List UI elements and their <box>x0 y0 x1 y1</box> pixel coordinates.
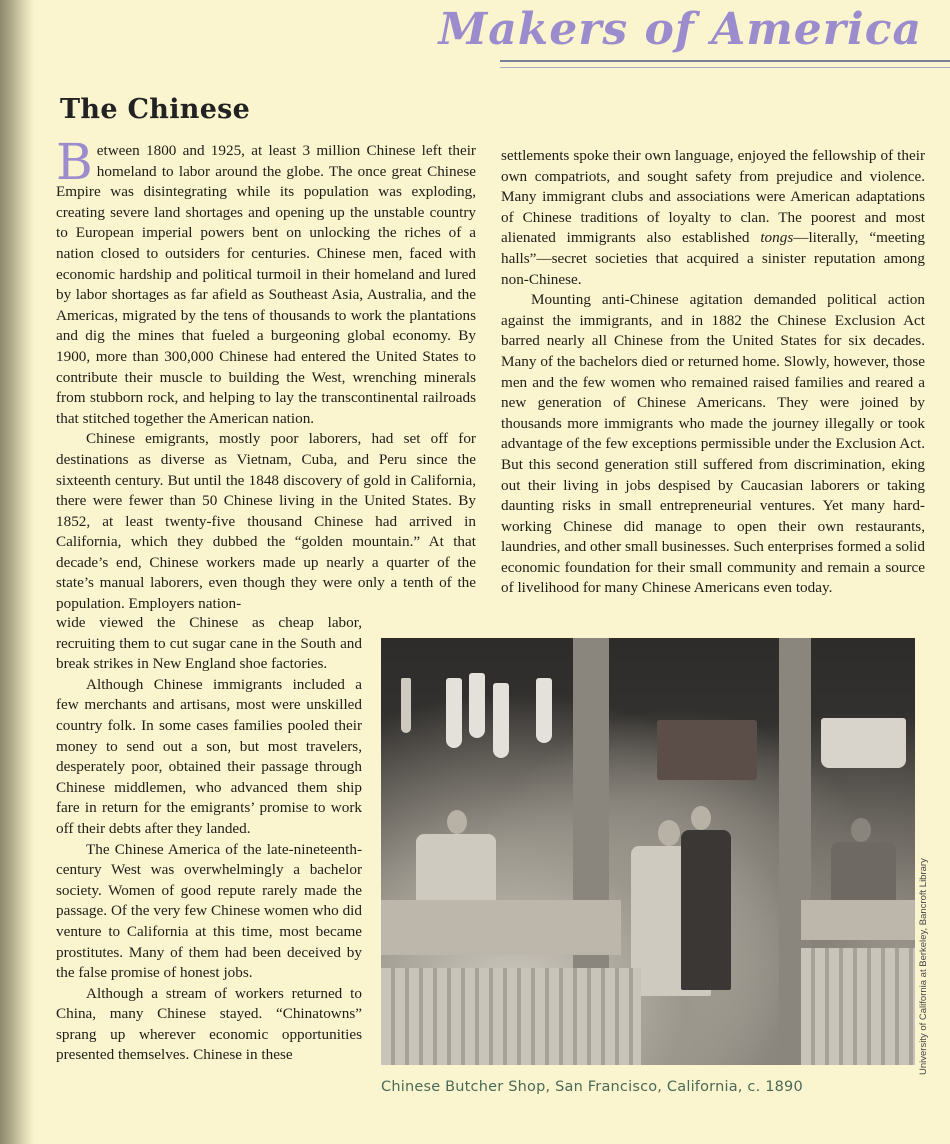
counter <box>381 900 621 955</box>
paragraph: settlements spoke their own language, enjoyed the fellowship of their own compatriots, and sought safety from prejudice and violence. Many immigrant clubs and associations were American adaptations of Chinese traditions of loyalty to clan. The poorest and most alienated immigrants also established tongs—literally, “meeting halls”—secret societies that acquired a sinister reputation among non-Chinese. <box>501 147 925 288</box>
series-title: Makers of America <box>438 4 922 55</box>
hanging-meat <box>446 678 462 748</box>
hanging-meat <box>469 673 485 738</box>
left-column-narrow <box>56 613 362 1066</box>
hanging-meat <box>493 683 509 758</box>
person-head <box>691 806 711 830</box>
person-head <box>658 820 680 846</box>
person-body <box>831 842 896 902</box>
person-body <box>681 830 731 990</box>
paragraph: Although a stream of workers returned to China, many Chinese stayed. “Chinatowns” sprang up wherever economic opportunities presented themselves. Chinese in these <box>56 984 362 1064</box>
photo-credit: University of California at Berkeley, Bancroft Library <box>918 858 929 1075</box>
produce-crates <box>801 948 915 1065</box>
person-head <box>851 818 871 842</box>
butcher-shop-photo <box>381 638 915 1065</box>
page-title: The Chinese <box>60 94 251 125</box>
hanging-meat <box>401 678 411 733</box>
person-body <box>416 834 496 904</box>
book-spine-shadow <box>0 0 34 1144</box>
counter <box>801 900 915 940</box>
hanging-meat <box>536 678 552 743</box>
figure-caption: Chinese Butcher Shop, San Francisco, California, c. 1890 <box>381 1079 803 1095</box>
right-column <box>501 146 925 599</box>
hanging-poultry <box>821 718 906 768</box>
paragraph: Chinese emigrants, mostly poor laborers, had set off for destinations as diverse as Vietnam, Cuba, and Peru since the sixteenth century. But until the 1848 discovery of gold in California, there were fewer than 50 Chinese living in the United States. By 1852, at least twenty-five thousand Chinese had arrived in California, which they dubbed the “golden mountain.” At that decade’s end, Chinese workers made up nearly a quarter of the state’s manual laborers, even though they were only a tenth of the population. Employers nation- <box>56 430 476 613</box>
paragraph: Mounting anti-Chinese agitation demanded political action against the immigrants, and in 1882 the Chinese Exclusion Act barred nearly all Chinese from the United States for six decades. Many of the bachelors died or returned home. Slowly, however, those men and the few women who remained raised families and reared a new generation of Chinese Americans. They were joined by thousands more immigrants who made the journey illegally or took advantage of the few exceptions permissible under the Exclusion Act. But this second generation still suffered from discrimination, eking out their living in jobs despised by Caucasian laborers or taking daunting risks in small entrepreneurial ventures. Yet many hard-working Chinese did manage to open their own restaurants, laundries, and other small businesses. Such enterprises formed a solid economic foundation for their small community and remain a source of livelihood for many Chinese Americans even today. <box>501 291 925 597</box>
header-rule <box>500 60 950 68</box>
produce-bins <box>381 968 641 1065</box>
paragraph: wide viewed the Chinese as cheap labor, recruiting them to cut sugar cane in the South and break strikes in New England shoe factories. <box>56 614 362 673</box>
italic-term: tongs <box>760 229 794 247</box>
left-column <box>56 133 476 615</box>
hanging-meat <box>657 720 757 780</box>
paragraph: Although Chinese immigrants included a few merchants and artisans, most were unskilled country folk. In some cases families pooled their money to send out a son, but most travelers, desperately poor, obtained their passage through Chinese middlemen, who advanced them ship fare in return for the emigrants’ promise to work off their debts after they landed. <box>56 675 362 837</box>
person-head <box>447 810 467 834</box>
paragraph: Between 1800 and 1925, at least 3 million Chinese left their homeland to labor around the globe. The once great Chinese Empire was disintegrating while its population was exploding, creating severe land shortages and opening up the unstable country to European imperial powers bent on unlocking the riches of a nation closed to outsiders for centuries. Chinese men, faced with economic hardship and political turmoil in their homeland and lured by labor shortages as far afield as Southeast Asia, Australia, and the Americas, migrated by the tens of thousands to work the plantations and dig the mines that fueled a burgeoning global economy. By 1900, more than 300,000 Chinese had entered the United States to contribute their muscle to building the West, wrenching minerals from stubborn rock, and helping to lay the transcontinental railroads that stitched together the American nation. <box>56 133 476 427</box>
drop-cap: B <box>56 133 93 191</box>
paragraph: The Chinese America of the late-nineteenth-century West was overwhelmingly a bachelor society. Women of good repute rarely made the passage. Of the very few Chinese women who did venture to California at this time, most became prostitutes. Many of them had been deceived by the false promise of honest jobs. <box>56 840 362 982</box>
